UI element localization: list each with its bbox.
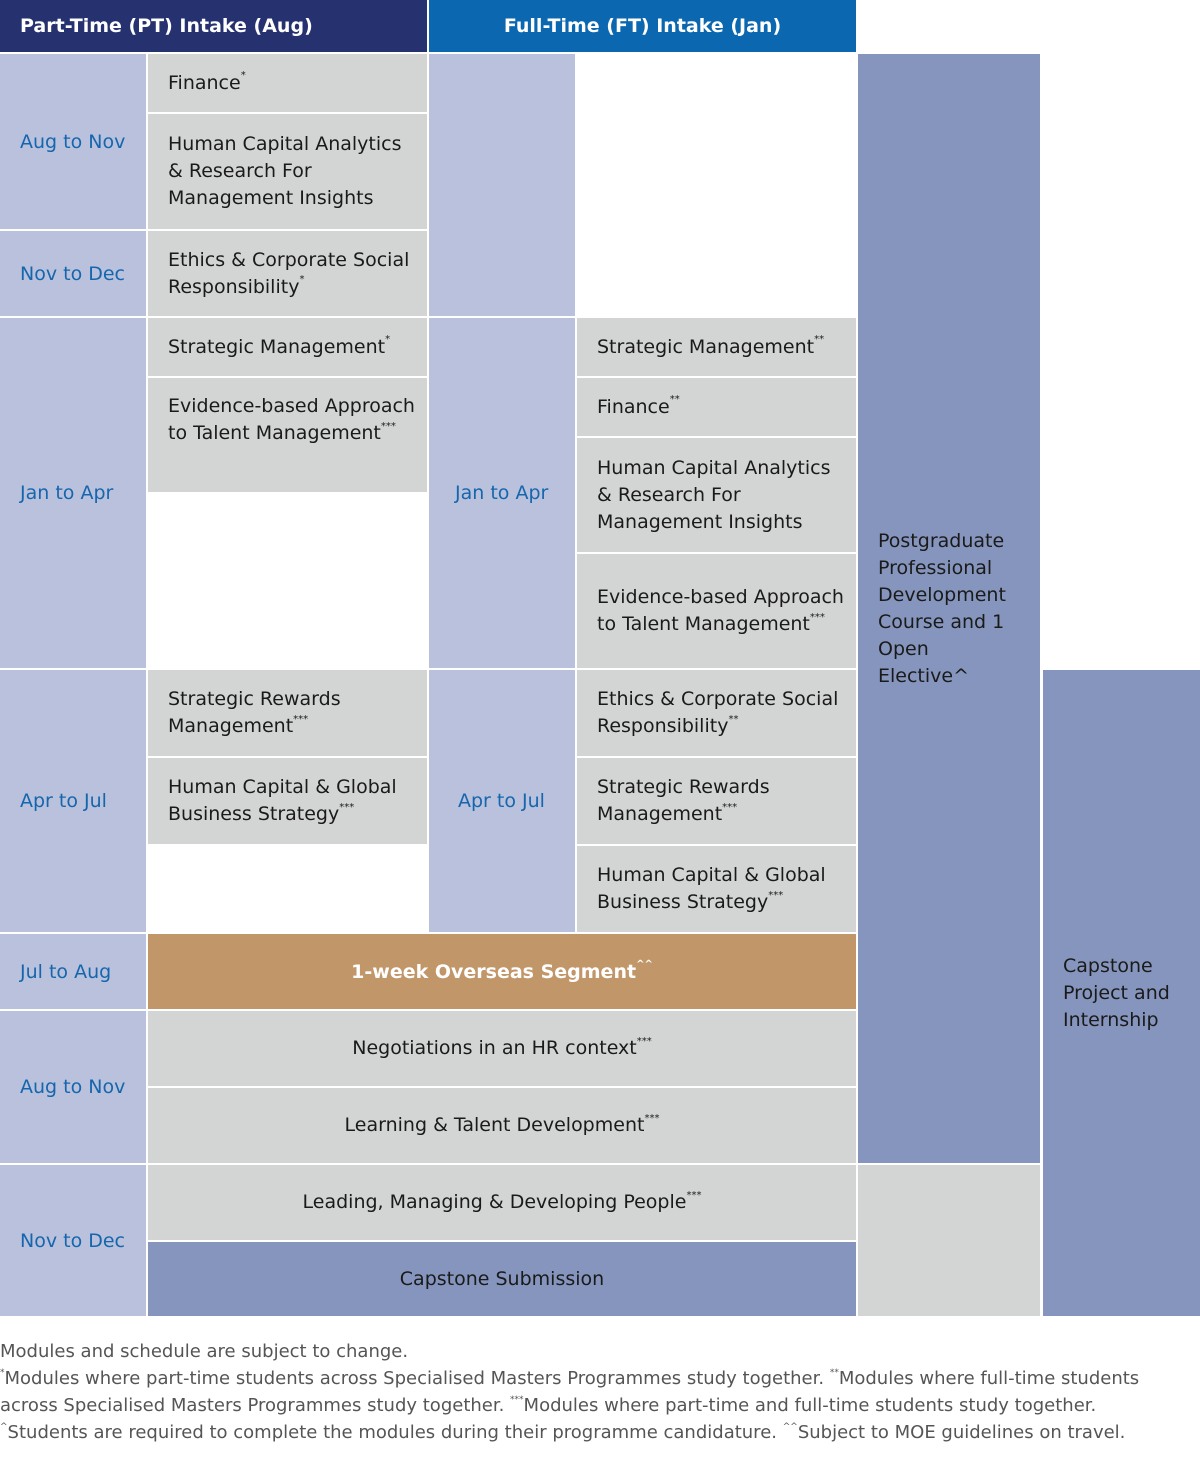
ft-intake-header-label: Full-Time (FT) Intake (Jan): [503, 15, 782, 37]
module-label: Human Capital & Global Business Strategy***: [597, 864, 826, 913]
pt-period-jan-apr: [0, 318, 146, 668]
module-label: 1-week Overseas Segment^^: [351, 959, 653, 983]
module-label: Evidence-based Approach to Talent Management***: [597, 586, 844, 635]
pt-module-strategic-management: [148, 318, 427, 376]
module-label: Strategic Management**: [597, 334, 825, 358]
ft-period-blank: [429, 54, 575, 316]
capstone-submission: [148, 1242, 856, 1316]
module-label: Capstone Submission: [399, 1267, 605, 1290]
period-label: Nov to Dec: [20, 1229, 126, 1252]
module-label: Strategic Rewards Management***: [597, 776, 770, 825]
pt-module-evidence-based: [148, 378, 427, 492]
period-label: Aug to Nov: [20, 1076, 126, 1098]
module-label: Capstone Project and Internship: [1063, 954, 1170, 1031]
module-negotiations: [148, 1011, 856, 1086]
pt-period-aug-nov: [0, 54, 146, 229]
period-label: Nov to Dec: [20, 262, 126, 285]
module-label: Finance*: [168, 70, 246, 94]
ft-intake-header: [429, 0, 856, 52]
ft-module-strategic-management: [577, 318, 856, 376]
ft-module-hca: [577, 438, 856, 552]
module-label: Finance**: [597, 394, 680, 418]
module-label: Evidence-based Approach to Talent Management***: [168, 395, 415, 444]
ft-module-evidence-based: [577, 554, 856, 668]
ft-module-finance: [577, 378, 856, 436]
module-label: Human Capital Analytics & Research For Management Insights: [168, 133, 402, 209]
module-leading-people: [148, 1165, 856, 1240]
pt-module-ethics: [148, 231, 427, 316]
pt-module-rewards: [148, 670, 427, 756]
module-label: Human Capital & Global Business Strategy***: [168, 776, 397, 825]
footnote-legend: *Modules where part-time students across Specialised Masters Programmes study together. **Modules where full-time students across Specialised Masters Programmes study together. ***Modules where part-time and full-time students study together. ^Students are required to complete the modules during their programme candidature. ^^Subject to MOE guidelines on travel.: [0, 1368, 1140, 1443]
module-label: Leading, Managing & Developing People***: [302, 1189, 702, 1213]
pt-period-nov-dec: [0, 231, 146, 316]
module-label: Ethics & Corporate Social Responsibility**: [597, 688, 839, 737]
ft-module-ethics: [577, 670, 856, 756]
pt-period-apr-jul: [0, 670, 146, 932]
module-label: Human Capital Analytics & Research For Management Insights: [597, 456, 831, 533]
ft-period-apr-jul: [429, 670, 575, 932]
module-label: Learning & Talent Development***: [344, 1112, 660, 1136]
pt-intake-header-label: Part-Time (PT) Intake (Aug): [20, 15, 313, 37]
period-label: Jan to Apr: [20, 482, 114, 504]
module-label: Negotiations in an HR context***: [352, 1035, 652, 1059]
ppd-course-and-elective: [858, 54, 1040, 1163]
grey-filler-block: [858, 1165, 1040, 1316]
footnotes: [0, 1338, 1200, 1446]
period-label: Apr to Jul: [20, 790, 107, 812]
module-label: Postgraduate Professional Development Course and 1 Open Elective^: [878, 529, 1006, 687]
pt-module-hca: [148, 114, 427, 229]
ft-module-global-strategy: [577, 846, 856, 932]
capstone-project-internship: [1043, 670, 1200, 1316]
footnote-line-1: Modules and schedule are subject to change.: [0, 1341, 409, 1362]
pt-module-finance: [148, 54, 427, 112]
period-label: Jul to Aug: [20, 960, 112, 983]
pt-period-jul-aug: [0, 934, 146, 1009]
module-label: Ethics & Corporate Social Responsibility*: [168, 248, 410, 298]
overseas-segment: [148, 934, 856, 1009]
ft-period-jan-apr: [429, 318, 575, 668]
period-label: Apr to Jul: [458, 790, 545, 812]
pt-period-nov-dec-2: [0, 1165, 146, 1316]
period-label: Aug to Nov: [20, 130, 126, 153]
ft-module-rewards: [577, 758, 856, 844]
module-label: Strategic Management*: [168, 334, 391, 358]
pt-intake-header: [0, 0, 427, 52]
module-label: Strategic Rewards Management***: [168, 688, 341, 737]
pt-module-global-strategy: [148, 758, 427, 844]
module-learning-talent: [148, 1088, 856, 1163]
pt-period-aug-nov-2: [0, 1011, 146, 1163]
period-label: Jan to Apr: [455, 482, 549, 504]
